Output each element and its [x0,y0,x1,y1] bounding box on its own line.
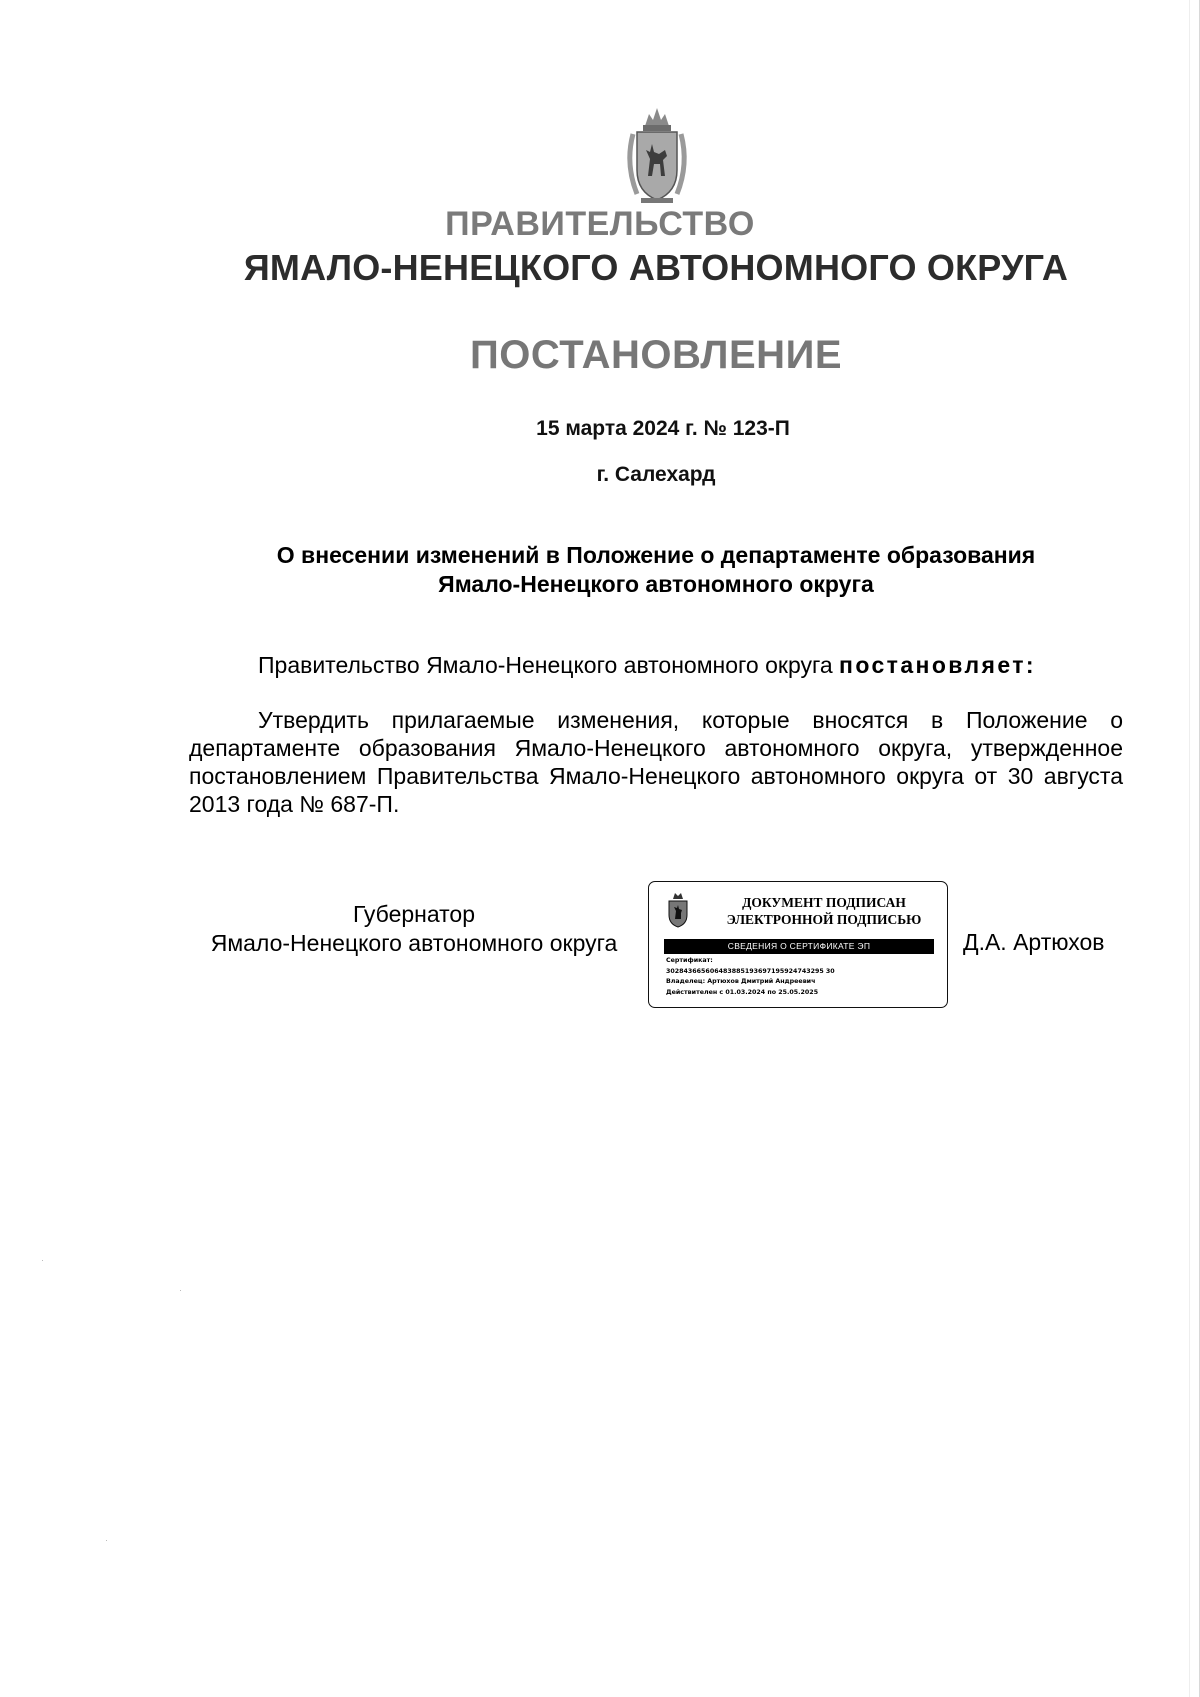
government-title-line1: ПРАВИТЕЛЬСТВО [445,205,755,243]
stamp-certificate-label: Сертификат: [666,957,713,964]
document-city: г. Салехард [596,463,716,486]
signer-title [188,900,640,958]
stamp-certificate-bar: СВЕДЕНИЯ О СЕРТИФИКАТЕ ЭП [664,939,934,954]
scan-speck [42,1260,43,1261]
preamble-text: Правительство Ямало-Ненецкого автономного округа [258,652,840,678]
document-type-heading: ПОСТАНОВЛЕНИЕ [469,333,842,377]
stamp-heading [701,894,947,928]
stamp-certificate-number: 302843665606483885193697195924743295 30 [666,967,835,975]
stamp-owner: Владелец: Артюхов Дмитрий Андреевич [666,978,816,985]
body-paragraph: Утвердить прилагаемые изменения, которые вносятся в Положение о департаменте образования Ямало-Ненецкого автономного округа, утвержденное постановлением Правительства Ямало-Ненецкого автономного округа от 30 августа 2013 года № 687-П. [189,707,1123,817]
subject-line-2: Ямало-Ненецкого автономного округа [438,571,874,597]
signer-title-line-2: Ямало-Ненецкого автономного округа [210,930,618,956]
signer-name: Д.А. Артюхов [963,929,1105,955]
stamp-heading-line-2: ЭЛЕКТРОННОЙ ПОДПИСЬЮ [726,912,922,927]
government-title-line2: ЯМАЛО-НЕНЕЦКОГО АВТОНОМНОГО ОКРУГА [243,247,1069,288]
stamp-certificate-info [666,956,835,998]
signer-title-line-1: Губернатор [352,901,476,927]
subject-line-1: О внесении изменений в Положение о департаменте образования [276,542,1036,568]
preamble-verb: постановляет: [839,652,1036,678]
e-signature-stamp [648,881,948,1008]
coat-of-arms-icon [619,104,695,208]
document-date-number: 15 марта 2024 г. № 123-П [536,417,790,440]
scan-speck [180,1290,181,1291]
scan-speck [106,1540,107,1541]
stamp-validity: Действителен с 01.03.2024 по 25.05.2025 [666,988,819,996]
document-subject [190,541,1122,599]
preamble [258,652,1036,679]
stamp-heading-line-1: ДОКУМЕНТ ПОДПИСАН [742,895,906,910]
stamp-coat-of-arms-icon [665,891,691,929]
